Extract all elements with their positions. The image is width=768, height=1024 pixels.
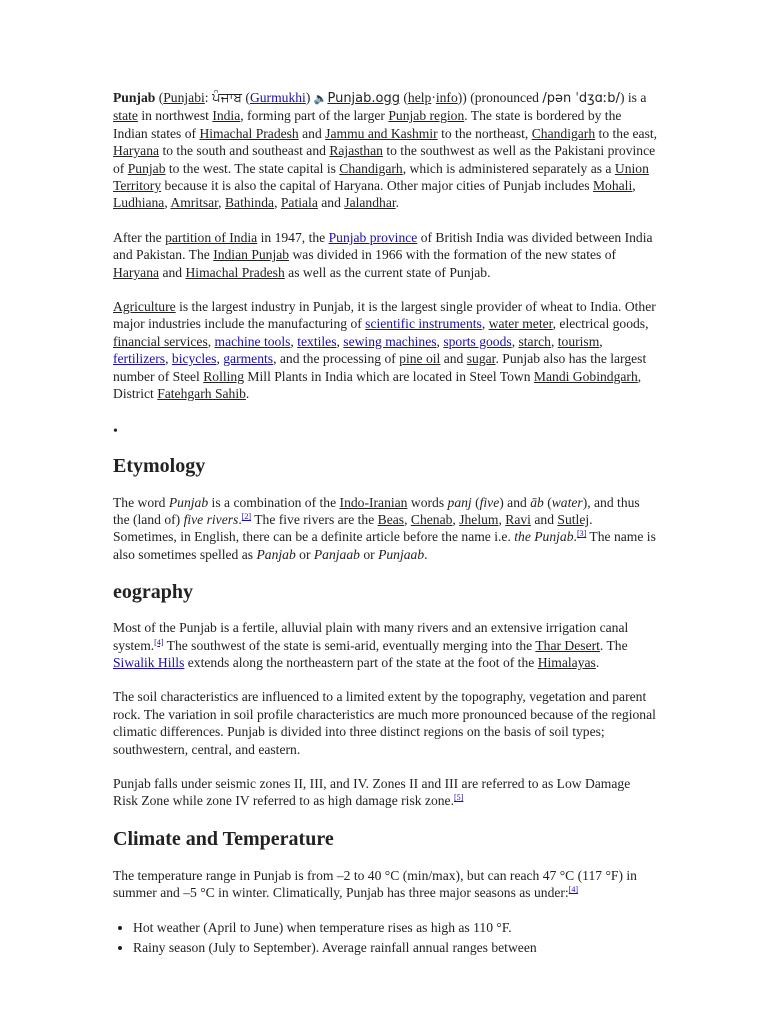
- text: ,: [218, 195, 225, 211]
- text: . Punjab also has the largest number of Steel: [113, 351, 647, 384]
- gurmukhi-link[interactable]: Gurmukhi: [249, 90, 306, 105]
- speaker-icon[interactable]: 🔈: [313, 92, 328, 105]
- chandigarh-link[interactable]: Chandigarh: [531, 125, 596, 141]
- italic-term: Panjaab: [313, 546, 360, 562]
- text: because it is also the capital of Haryana. Other major cities of Punjab includes: [161, 178, 593, 194]
- patiala-link[interactable]: Patiala: [280, 195, 318, 211]
- citation-4[interactable]: [4]: [568, 885, 579, 895]
- geography-paragraph-3: [113, 775, 658, 810]
- himachal-pradesh-link[interactable]: Himachal Pradesh: [185, 264, 285, 280]
- seasons-list: [113, 919, 658, 957]
- punjabi-language-link[interactable]: Punjabi: [163, 90, 205, 105]
- text: The word: [113, 494, 169, 510]
- climate-paragraph: [113, 867, 658, 902]
- list-item: • Hot weather (April to June) when temperature rises as high as 110 °F.: [133, 919, 658, 936]
- italic-term: five: [479, 494, 500, 510]
- text: , which is administered separately as a: [402, 160, 615, 176]
- text: . Sometimes, in English, there can be a definite article before the name i.e.: [113, 511, 593, 545]
- separator-dot: ·: [431, 90, 436, 105]
- citation-3[interactable]: [3]: [576, 529, 587, 539]
- starch-link[interactable]: starch: [518, 333, 551, 349]
- himalayas-link[interactable]: Himalayas: [537, 654, 596, 670]
- industry-paragraph: [113, 298, 658, 402]
- punjab-pakistan-link[interactable]: Punjab: [127, 160, 166, 176]
- etymology-heading: Etymology: [113, 454, 206, 477]
- siwalik-hills-link[interactable]: Siwalik Hills: [113, 654, 185, 670]
- text: and: [317, 195, 345, 211]
- partition-of-india-link[interactable]: partition of India: [165, 229, 258, 245]
- rajasthan-link[interactable]: Rajasthan: [329, 143, 383, 159]
- text: (: [471, 494, 480, 510]
- text: The five rivers are the: [251, 511, 378, 527]
- jalandhar-link[interactable]: Jalandhar: [344, 195, 396, 211]
- ipa-pronunciation: /pən ˈdʒɑːb/: [542, 91, 620, 106]
- text: . The state is bordered by the Indian states of: [113, 108, 622, 141]
- text: . The: [599, 637, 628, 653]
- chandigarh-capital-link[interactable]: Chandigarh: [339, 160, 403, 176]
- italic-term: water: [551, 494, 583, 510]
- text: , electrical goods,: [552, 316, 649, 332]
- text: Punjab falls under seismic zones II, III, and IV. Zones II and III are referred to as Low Damage Risk Zone while zone IV referred to as high damage risk zone.: [113, 775, 631, 809]
- punjab-province-link[interactable]: Punjab province: [328, 229, 418, 245]
- textiles-link[interactable]: textiles: [297, 333, 337, 349]
- text: :: [204, 90, 212, 105]
- text: ,: [632, 178, 636, 194]
- indian-punjab-link[interactable]: Indian Punjab: [213, 247, 290, 263]
- union-territory-link[interactable]: Union Territory: [113, 160, 649, 194]
- text: or: [295, 546, 314, 562]
- haryana-link[interactable]: Haryana: [113, 264, 160, 280]
- italic-term: five rivers: [183, 511, 239, 527]
- text: After the: [113, 229, 166, 245]
- list-item: • Rainy season (July to September). Average rainfall annual ranges between: [133, 939, 658, 956]
- text: ,: [511, 333, 519, 349]
- text: .: [238, 511, 242, 527]
- text: in 1947, the: [257, 229, 329, 245]
- text: (: [155, 90, 164, 105]
- text: ,: [290, 333, 298, 349]
- italic-term: Punjaab: [378, 546, 425, 562]
- text: to the east,: [595, 125, 658, 141]
- text: extends along the northeastern part of the state at the foot of the: [184, 654, 538, 670]
- india-link[interactable]: India: [212, 108, 241, 124]
- geography-paragraph-2: The soil characteristics are influenced to a limited extent by the topography, vegetation and parent rock. The variation in soil profile characteristics are much more pronounced because of the regional climatic differences. Punjab is divided into three distinct regions on the basis of soil types; southwestern, central, and eastern.: [113, 689, 656, 757]
- text: ,: [498, 511, 506, 527]
- text: or: [359, 546, 379, 562]
- citation-4[interactable]: [4]: [154, 637, 164, 647]
- text: and: [530, 511, 558, 527]
- text: .: [245, 386, 250, 402]
- info-link[interactable]: info: [435, 90, 458, 105]
- partition-paragraph: [113, 229, 658, 281]
- fertilizers-link[interactable]: fertilizers: [113, 351, 166, 367]
- text: to the south and southeast and: [159, 143, 330, 159]
- text: as well as the current state of Punjab.: [284, 264, 491, 280]
- scientific-instruments-link[interactable]: scientific instruments: [365, 316, 482, 332]
- italic-term: the Punjab: [514, 529, 574, 545]
- text: of British India was divided between India and Pakistan. The: [113, 229, 653, 263]
- text: ,: [336, 333, 344, 349]
- fatehgarh-sahib-link[interactable]: Fatehgarh Sahib: [157, 386, 246, 402]
- beas-link[interactable]: Beas: [377, 511, 405, 527]
- text: is the largest industry in Punjab, it is the largest single provider of wheat to India. Other major industries include the manufacturing of: [113, 299, 656, 332]
- tourism-link[interactable]: tourism: [557, 333, 600, 349]
- mohali-link[interactable]: Mohali: [592, 178, 633, 194]
- text: (: [399, 90, 408, 105]
- text: Most of the Punjab is a fertile, alluvial plain with many rivers and an extensive irrigation canal system.: [113, 620, 629, 653]
- himachal-pradesh-link[interactable]: Himachal Pradesh: [199, 125, 299, 141]
- audio-file-link[interactable]: Punjab.ogg: [327, 91, 400, 106]
- sports-goods-link[interactable]: sports goods: [443, 333, 512, 349]
- garments-link[interactable]: garments: [223, 351, 274, 367]
- text: (: [242, 90, 250, 105]
- text: The southwest of the state is semi-arid, eventually merging into the: [163, 637, 536, 653]
- text: ) is a: [619, 90, 647, 105]
- text: ) and: [499, 494, 531, 510]
- climate-heading: Climate and Temperature: [113, 827, 334, 850]
- geography-paragraph-1: [113, 619, 658, 671]
- text: ,: [550, 333, 558, 349]
- ludhiana-link[interactable]: Ludhiana: [113, 195, 165, 211]
- text: was divided in 1966 with the formation of the new states of: [289, 247, 617, 263]
- amritsar-link[interactable]: Amritsar: [170, 195, 219, 211]
- text: , District: [113, 368, 642, 402]
- citation-2[interactable]: [2]: [241, 511, 252, 521]
- chenab-link[interactable]: Chenab: [410, 511, 453, 527]
- financial-services-link[interactable]: financial services: [113, 333, 208, 349]
- text: to the southwest as well as the Pakistani province of: [113, 143, 656, 176]
- text: The name is also sometimes spelled as: [113, 529, 656, 562]
- text: , and the processing of: [273, 351, 400, 367]
- text: ,: [207, 333, 215, 349]
- pine-oil-link[interactable]: pine oil: [399, 351, 441, 367]
- text: and: [440, 351, 467, 367]
- text: ,: [436, 333, 444, 349]
- text: ,: [216, 351, 224, 367]
- italic-term: Punjab: [168, 494, 209, 510]
- help-link[interactable]: help: [407, 90, 432, 105]
- sugar-link[interactable]: sugar: [466, 351, 496, 367]
- text: is a combination of the: [208, 494, 340, 510]
- text: .: [595, 654, 600, 670]
- text: and: [159, 264, 186, 280]
- text: , forming part of the larger: [240, 108, 389, 124]
- text: words: [407, 494, 448, 510]
- machine-tools-link[interactable]: machine tools: [214, 333, 291, 349]
- text: ,: [452, 511, 460, 527]
- text: to the west. The state capital is: [165, 160, 340, 176]
- jammu-kashmir-link[interactable]: Jammu and Kashmir: [325, 125, 438, 141]
- text: ): [305, 90, 314, 105]
- text: .: [424, 546, 428, 562]
- text: in northwest: [137, 108, 213, 124]
- text: ,: [165, 351, 172, 367]
- text: ,: [599, 333, 603, 349]
- rolling-link[interactable]: Rolling: [203, 368, 245, 384]
- etymology-paragraph: [113, 494, 658, 564]
- bathinda-link[interactable]: Bathinda: [224, 195, 275, 211]
- indo-iranian-link[interactable]: Indo-Iranian: [339, 494, 408, 510]
- text: .: [573, 529, 577, 545]
- ravi-link[interactable]: Ravi: [505, 511, 531, 527]
- agriculture-link[interactable]: Agriculture: [113, 299, 176, 315]
- sewing-machines-link[interactable]: sewing machines: [343, 333, 437, 349]
- geography-heading: eography: [113, 581, 193, 604]
- water-meter-link[interactable]: water meter: [488, 316, 553, 332]
- bicycles-link[interactable]: bicycles: [171, 351, 217, 367]
- jhelum-link[interactable]: Jhelum: [459, 511, 499, 527]
- intro-paragraph: [113, 89, 658, 212]
- text: Mill Plants in India which are located in Steel Town: [244, 368, 534, 384]
- article-title-word: Punjab: [113, 90, 156, 105]
- text: to the northeast,: [437, 125, 532, 141]
- sutlej-link[interactable]: Sutlej: [557, 511, 590, 527]
- text: and: [298, 125, 326, 141]
- text: (: [543, 494, 552, 510]
- punjab-region-link[interactable]: Punjab region: [388, 108, 465, 124]
- italic-term: panj: [447, 494, 472, 510]
- text: ,: [404, 511, 411, 527]
- text: ,: [274, 195, 281, 211]
- text: The temperature range in Punjab is from –2 to 40 °C (min/max), but can reach 47 °C (117 °F) in summer and –5 °C in winter. Climatically, Punjab has three major seasons as under:: [113, 867, 637, 901]
- italic-term: āb: [530, 494, 544, 510]
- article-body: [113, 89, 658, 959]
- haryana-link[interactable]: Haryana: [113, 143, 160, 159]
- text: ,: [164, 195, 171, 211]
- italic-term: Panjab: [256, 546, 296, 562]
- citation-5[interactable]: [5]: [454, 793, 464, 803]
- text: )) (pronounced: [457, 90, 543, 105]
- thar-desert-link[interactable]: Thar Desert: [535, 637, 600, 653]
- lone-bullet: •: [113, 423, 118, 439]
- text: .: [395, 195, 400, 211]
- state-link[interactable]: state: [113, 108, 138, 124]
- text: ,: [481, 316, 489, 332]
- text: ), and thus the (land of): [113, 494, 640, 527]
- native-name: ਪੰਜਾਬ: [211, 90, 242, 105]
- mandi-gobindgarh-link[interactable]: Mandi Gobindgarh: [533, 368, 638, 384]
